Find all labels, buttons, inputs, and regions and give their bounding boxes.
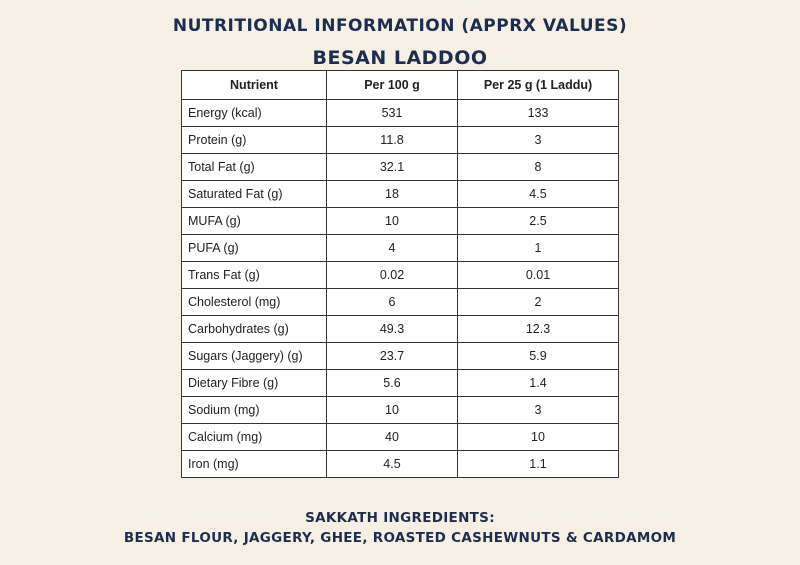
nutrient-name-cell: Sugars (Jaggery) (g) xyxy=(182,343,327,370)
nutrient-name-cell: Saturated Fat (g) xyxy=(182,181,327,208)
nutrition-table xyxy=(181,70,619,478)
per-100g-cell: 32.1 xyxy=(327,154,458,181)
table-row xyxy=(182,343,619,370)
table-row xyxy=(182,127,619,154)
nutrient-name-cell: Cholesterol (mg) xyxy=(182,289,327,316)
table-row xyxy=(182,181,619,208)
table-row xyxy=(182,100,619,127)
product-name: BESAN LADDOO xyxy=(312,47,488,69)
nutrient-name-cell: PUFA (g) xyxy=(182,235,327,262)
per-25g-cell: 3 xyxy=(458,127,619,154)
nutrient-name-cell: Total Fat (g) xyxy=(182,154,327,181)
per-100g-cell: 10 xyxy=(327,208,458,235)
per-25g-cell: 1.1 xyxy=(458,451,619,478)
table-row xyxy=(182,208,619,235)
column-header-per-100g: Per 100 g xyxy=(327,71,458,100)
nutrient-name-cell: Trans Fat (g) xyxy=(182,262,327,289)
table-row xyxy=(182,154,619,181)
nutrient-name-cell: MUFA (g) xyxy=(182,208,327,235)
table-row xyxy=(182,262,619,289)
per-25g-cell: 10 xyxy=(458,424,619,451)
table-row xyxy=(182,370,619,397)
table-row xyxy=(182,397,619,424)
per-100g-cell: 49.3 xyxy=(327,316,458,343)
per-25g-cell: 133 xyxy=(458,100,619,127)
per-25g-cell: 2.5 xyxy=(458,208,619,235)
nutrient-name-cell: Calcium (mg) xyxy=(182,424,327,451)
ingredients-list: BESAN FLOUR, JAGGERY, GHEE, ROASTED CASHEWNUTS & CARDAMOM xyxy=(123,530,677,546)
per-100g-cell: 5.6 xyxy=(327,370,458,397)
per-25g-cell: 8 xyxy=(458,154,619,181)
per-25g-cell: 1 xyxy=(458,235,619,262)
per-25g-cell: 12.3 xyxy=(458,316,619,343)
per-100g-cell: 0.02 xyxy=(327,262,458,289)
nutrient-name-cell: Iron (mg) xyxy=(182,451,327,478)
per-25g-cell: 1.4 xyxy=(458,370,619,397)
table-row xyxy=(182,451,619,478)
per-25g-cell: 4.5 xyxy=(458,181,619,208)
per-100g-cell: 4.5 xyxy=(327,451,458,478)
per-100g-cell: 531 xyxy=(327,100,458,127)
column-header-nutrient: Nutrient xyxy=(182,71,327,100)
nutrient-name-cell: Carbohydrates (g) xyxy=(182,316,327,343)
table-header-row xyxy=(182,71,619,100)
per-25g-cell: 3 xyxy=(458,397,619,424)
per-25g-cell: 2 xyxy=(458,289,619,316)
per-100g-cell: 40 xyxy=(327,424,458,451)
page-title: NUTRITIONAL INFORMATION (APPRX VALUES) xyxy=(172,16,628,36)
table-row xyxy=(182,235,619,262)
per-25g-cell: 5.9 xyxy=(458,343,619,370)
nutrient-name-cell: Sodium (mg) xyxy=(182,397,327,424)
table-row xyxy=(182,289,619,316)
nutrient-name-cell: Dietary Fibre (g) xyxy=(182,370,327,397)
nutrient-name-cell: Energy (kcal) xyxy=(182,100,327,127)
per-100g-cell: 4 xyxy=(327,235,458,262)
ingredients-heading: SAKKATH INGREDIENTS: xyxy=(305,510,495,526)
per-100g-cell: 6 xyxy=(327,289,458,316)
per-100g-cell: 23.7 xyxy=(327,343,458,370)
column-header-per-25g: Per 25 g (1 Laddu) xyxy=(458,71,619,100)
per-100g-cell: 10 xyxy=(327,397,458,424)
per-25g-cell: 0.01 xyxy=(458,262,619,289)
per-100g-cell: 18 xyxy=(327,181,458,208)
per-100g-cell: 11.8 xyxy=(327,127,458,154)
nutrient-name-cell: Protein (g) xyxy=(182,127,327,154)
table-row xyxy=(182,424,619,451)
table-row xyxy=(182,316,619,343)
